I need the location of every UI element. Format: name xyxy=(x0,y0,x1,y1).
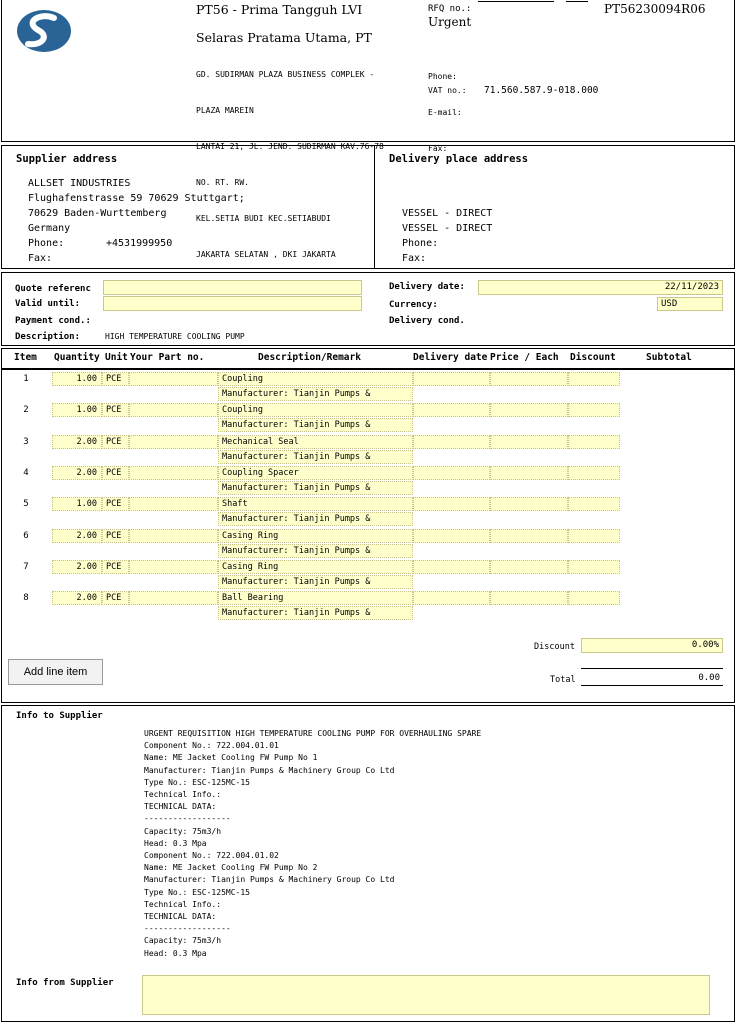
delivery-cond-label: Delivery cond. xyxy=(389,316,465,326)
row-quantity[interactable]: 2.00 xyxy=(52,591,102,605)
row-description[interactable]: Mechanical Seal xyxy=(218,435,413,449)
delivery-date-input[interactable]: 22/11/2023 xyxy=(478,280,723,295)
info-line: ------------------ xyxy=(144,814,231,824)
info-line: Component No.: 722.004.01.01 xyxy=(144,741,279,751)
row-delivery-date[interactable] xyxy=(413,560,490,574)
total-top-line xyxy=(581,668,723,669)
row-price-each[interactable] xyxy=(490,435,568,449)
supplier-address-title: Supplier address xyxy=(16,153,118,165)
row-description[interactable]: Coupling xyxy=(218,372,413,386)
row-part-no[interactable] xyxy=(129,403,218,417)
valid-until-label: Valid until: xyxy=(15,299,81,309)
supplier-fax-label: Fax: xyxy=(28,253,53,264)
row-item-no: 5 xyxy=(23,499,29,510)
row-price-each[interactable] xyxy=(490,591,568,605)
rfq-number: PT56230094R06 xyxy=(604,2,706,16)
row-discount[interactable] xyxy=(568,466,620,480)
discount-label: Discount xyxy=(534,642,575,652)
quote-reference-label: Quote referenc xyxy=(15,284,91,294)
row-remark[interactable]: Manufacturer: Tianjin Pumps & xyxy=(218,418,413,432)
row-quantity[interactable]: 2.00 xyxy=(52,529,102,543)
row-delivery-date[interactable] xyxy=(413,591,490,605)
row-part-no[interactable] xyxy=(129,372,218,386)
row-price-each[interactable] xyxy=(490,529,568,543)
col-discount: Discount xyxy=(570,352,616,363)
info-line: ------------------ xyxy=(144,924,231,934)
col-quantity: Quantity xyxy=(54,352,100,363)
info-to-supplier-label: Info to Supplier xyxy=(16,711,103,721)
row-price-each[interactable] xyxy=(490,403,568,417)
info-line: Component No.: 722.004.01.02 xyxy=(144,851,279,861)
row-discount[interactable] xyxy=(568,435,620,449)
delivery-address-lines: VESSEL - DIRECT VESSEL - DIRECT Phone: Fax: xyxy=(402,208,493,264)
row-discount[interactable] xyxy=(568,529,620,543)
info-line: Manufacturer: Tianjin Pumps & Machinery Group Co Ltd xyxy=(144,765,395,775)
info-line: Technical Info.: xyxy=(144,899,222,909)
discount-field[interactable]: 0.00% xyxy=(581,638,723,653)
add-line-item-button[interactable]: Add line item xyxy=(8,659,103,685)
row-price-each[interactable] xyxy=(490,372,568,386)
row-quantity[interactable]: 2.00 xyxy=(52,560,102,574)
currency-select[interactable]: USD xyxy=(657,297,723,311)
row-unit[interactable]: PCE xyxy=(102,372,129,386)
row-delivery-date[interactable] xyxy=(413,403,490,417)
row-unit[interactable]: PCE xyxy=(102,560,129,574)
row-description[interactable]: Coupling xyxy=(218,403,413,417)
rfq-line-1 xyxy=(478,1,554,2)
col-description: Description/Remark xyxy=(258,352,361,363)
info-line: Capacity: 75m3/h xyxy=(144,936,222,946)
description-value: HIGH TEMPERATURE COOLING PUMP xyxy=(105,332,245,341)
row-quantity[interactable]: 2.00 xyxy=(52,435,102,449)
info-line: URGENT REQUISITION HIGH TEMPERATURE COOLING PUMP FOR OVERHAULING SPARE xyxy=(144,729,482,738)
supplier-phone: +4531999950 xyxy=(106,238,173,249)
row-part-no[interactable] xyxy=(129,591,218,605)
vat-value: 71.560.587.9-018.000 xyxy=(484,85,599,96)
row-unit[interactable]: PCE xyxy=(102,529,129,543)
row-remark[interactable]: Manufacturer: Tianjin Pumps & xyxy=(218,512,413,526)
row-discount[interactable] xyxy=(568,403,620,417)
row-part-no[interactable] xyxy=(129,435,218,449)
row-item-no: 3 xyxy=(23,436,29,447)
row-price-each[interactable] xyxy=(490,466,568,480)
info-line: Technical Info.: xyxy=(144,790,222,800)
buyer-name: Selaras Pratama Utama, PT xyxy=(196,30,372,45)
row-item-no: 2 xyxy=(23,405,29,416)
buyer-address: GD. SUDIRMAN PLAZA BUSINESS COMPLEK - PLAZA MAREIN LANTAI 21, JL. JEND. SUDIRMAN KAV.76-78 NO. RT. RW. KEL.SETIA BUDI KEC.SETIABUDI JAKARTA SELATAN , DKI JAKARTA xyxy=(196,70,384,259)
col-item: Item xyxy=(14,352,37,363)
items-header-underline xyxy=(1,368,735,370)
row-remark[interactable]: Manufacturer: Tianjin Pumps & xyxy=(218,481,413,495)
row-discount[interactable] xyxy=(568,560,620,574)
total-underline xyxy=(581,685,723,686)
supplier-address-lines: ALLSET INDUSTRIES Flughafenstrasse 59 70629 Stuttgart; 70629 Baden-Wurttemberg Germany Phone: +4531999950 Fax: xyxy=(28,178,245,264)
supplier-phone-label: Phone: xyxy=(28,238,65,249)
info-line: Capacity: 75m3/h xyxy=(144,826,222,836)
row-quantity[interactable]: 1.00 xyxy=(52,372,102,386)
info-line: Type No.: ESC-125MC-15 xyxy=(144,777,250,787)
row-remark[interactable]: Manufacturer: Tianjin Pumps & xyxy=(218,450,413,464)
info-from-supplier-input[interactable] xyxy=(142,975,710,1015)
rfq-line-2 xyxy=(566,1,588,2)
row-item-no: 4 xyxy=(23,467,29,478)
row-description[interactable]: Shaft xyxy=(218,497,413,511)
row-item-no: 7 xyxy=(23,561,29,572)
col-price-each: Price / Each xyxy=(490,352,559,363)
row-delivery-date[interactable] xyxy=(413,435,490,449)
currency-label: Currency: xyxy=(389,300,438,310)
col-delivery-date: Delivery date xyxy=(413,352,488,363)
row-delivery-date[interactable] xyxy=(413,529,490,543)
total-value: 0.00 xyxy=(698,673,720,683)
delivery-address-title: Delivery place address xyxy=(389,153,529,165)
info-line: Head: 0.3 Mpa xyxy=(144,948,207,958)
row-price-each[interactable] xyxy=(490,497,568,511)
col-subtotal: Subtotal xyxy=(646,352,692,363)
row-unit[interactable]: PCE xyxy=(102,466,129,480)
row-delivery-date[interactable] xyxy=(413,466,490,480)
info-line: Type No.: ESC-125MC-15 xyxy=(144,887,250,897)
info-line: TECHNICAL DATA: xyxy=(144,912,217,922)
total-label: Total xyxy=(550,675,576,685)
rfq-label: RFQ no.: xyxy=(428,4,472,14)
row-description[interactable]: Casing Ring xyxy=(218,560,413,574)
row-delivery-date[interactable] xyxy=(413,497,490,511)
row-remark[interactable]: Manufacturer: Tianjin Pumps & xyxy=(218,387,413,401)
row-remark[interactable]: Manufacturer: Tianjin Pumps & xyxy=(218,606,413,620)
info-line: TECHNICAL DATA: xyxy=(144,802,217,812)
row-description[interactable]: Coupling Spacer xyxy=(218,466,413,480)
quote-reference-input[interactable] xyxy=(103,280,362,295)
row-unit[interactable]: PCE xyxy=(102,403,129,417)
info-line: Name: ME Jacket Cooling FW Pump No 2 xyxy=(144,863,318,873)
row-unit[interactable]: PCE xyxy=(102,591,129,605)
row-description[interactable]: Casing Ring xyxy=(218,529,413,543)
valid-until-input[interactable] xyxy=(103,296,362,311)
payment-cond-label: Payment cond.: xyxy=(15,316,91,326)
info-from-supplier-label: Info from Supplier xyxy=(16,978,114,988)
row-part-no[interactable] xyxy=(129,466,218,480)
row-remark[interactable]: Manufacturer: Tianjin Pumps & xyxy=(218,544,413,558)
row-discount[interactable] xyxy=(568,497,620,511)
company-line: PT56 - Prima Tangguh LVI xyxy=(196,2,363,17)
buyer-contact: Phone: E-mail: Fax: xyxy=(428,72,462,153)
row-quantity[interactable]: 2.00 xyxy=(52,466,102,480)
row-remark[interactable]: Manufacturer: Tianjin Pumps & xyxy=(218,575,413,589)
row-part-no[interactable] xyxy=(129,560,218,574)
info-line: Name: ME Jacket Cooling FW Pump No 1 xyxy=(144,753,318,763)
row-quantity[interactable]: 1.00 xyxy=(52,403,102,417)
row-part-no[interactable] xyxy=(129,529,218,543)
row-discount[interactable] xyxy=(568,372,620,386)
info-to-supplier-text xyxy=(144,728,481,960)
row-part-no[interactable] xyxy=(129,497,218,511)
address-divider xyxy=(374,145,375,269)
row-item-no: 6 xyxy=(23,530,29,541)
info-line: Head: 0.3 Mpa xyxy=(144,838,207,848)
row-delivery-date[interactable] xyxy=(413,372,490,386)
urgent-label: Urgent xyxy=(428,15,472,29)
delivery-date-label: Delivery date: xyxy=(389,282,465,292)
row-discount[interactable] xyxy=(568,591,620,605)
vat-label: VAT no.: xyxy=(428,86,467,95)
company-logo xyxy=(14,8,74,54)
col-part-no: Your Part no. xyxy=(130,352,205,363)
row-quantity[interactable]: 1.00 xyxy=(52,497,102,511)
description-label: Description: xyxy=(15,332,81,342)
row-description[interactable]: Ball Bearing xyxy=(218,591,413,605)
row-unit[interactable]: PCE xyxy=(102,497,129,511)
row-price-each[interactable] xyxy=(490,560,568,574)
row-item-no: 8 xyxy=(23,593,29,604)
col-unit: Unit xyxy=(105,352,128,363)
row-unit[interactable]: PCE xyxy=(102,435,129,449)
row-item-no: 1 xyxy=(23,374,29,384)
info-line: Manufacturer: Tianjin Pumps & Machinery Group Co Ltd xyxy=(144,875,395,885)
